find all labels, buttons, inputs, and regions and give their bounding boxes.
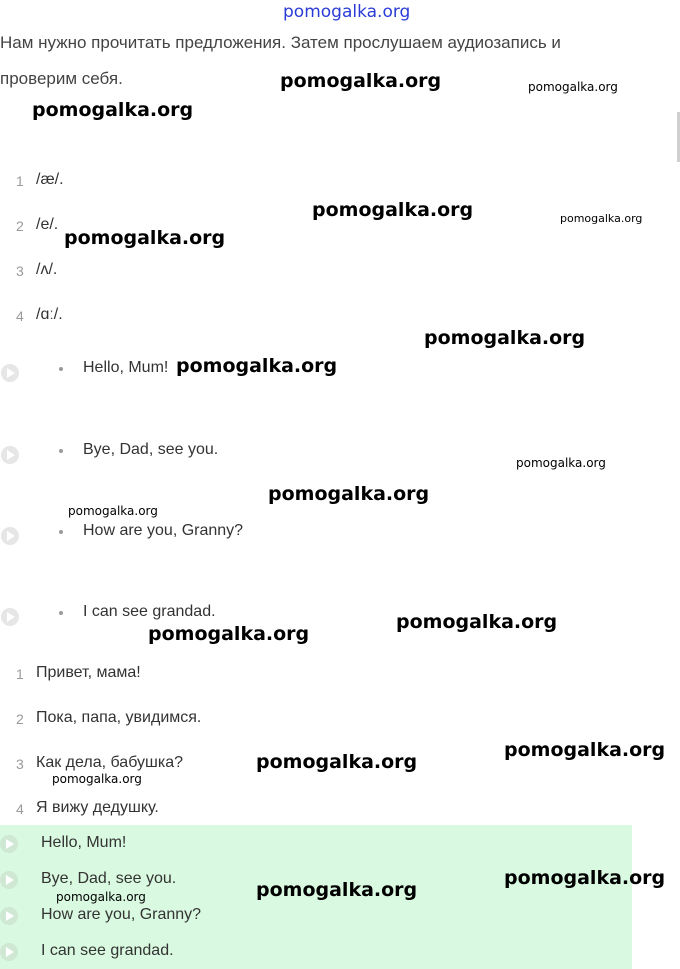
play-icon[interactable] bbox=[1, 446, 19, 464]
watermark: pomogalka.org bbox=[280, 70, 442, 92]
list-number: 1 bbox=[16, 666, 24, 682]
answer-sentence: Bye, Dad, see you. bbox=[41, 870, 177, 887]
watermark: pomogalka.org bbox=[32, 99, 194, 121]
watermark: pomogalka.org bbox=[516, 456, 606, 470]
bullet-icon bbox=[59, 530, 63, 534]
play-icon[interactable] bbox=[0, 907, 18, 925]
watermark: pomogalka.org bbox=[424, 327, 586, 349]
phonetic-item: /æ/. bbox=[36, 171, 64, 188]
audio-sentence: I can see grandad. bbox=[83, 603, 216, 620]
list-number: 2 bbox=[16, 218, 24, 234]
watermark: pomogalka.org bbox=[256, 751, 418, 773]
list-number: 1 bbox=[16, 173, 24, 189]
play-icon[interactable] bbox=[0, 835, 18, 853]
audio-sentence: Hello, Mum! bbox=[83, 359, 169, 376]
watermark: pomogalka.org bbox=[560, 212, 643, 225]
watermark: pomogalka.org bbox=[68, 504, 158, 518]
intro-line-1: Нам нужно прочитать предложения. Затем прослушаем аудиозапись и bbox=[0, 33, 561, 52]
list-number: 3 bbox=[16, 263, 24, 279]
play-icon[interactable] bbox=[0, 871, 18, 889]
play-icon[interactable] bbox=[1, 608, 19, 626]
translation-item: Как дела, бабушка? bbox=[36, 754, 183, 771]
watermark: pomogalka.org bbox=[504, 867, 666, 889]
translation-item: Привет, мама! bbox=[36, 664, 141, 681]
answer-sentence: I can see grandad. bbox=[41, 942, 174, 959]
answer-sentence: How are you, Granny? bbox=[41, 906, 202, 923]
watermark: pomogalka.org bbox=[52, 772, 142, 786]
watermark: pomogalka.org bbox=[504, 739, 666, 761]
play-icon[interactable] bbox=[1, 527, 19, 545]
phonetic-item: /e/. bbox=[36, 216, 59, 233]
translation-item: Пока, папа, увидимся. bbox=[36, 709, 202, 726]
watermark: pomogalka.org bbox=[268, 483, 430, 505]
answer-sentence: Hello, Mum! bbox=[41, 834, 127, 851]
watermark: pomogalka.org bbox=[528, 80, 618, 94]
bullet-icon bbox=[59, 449, 63, 453]
phonetic-item: /ɑː/. bbox=[36, 306, 63, 323]
watermark: pomogalka.org bbox=[396, 611, 558, 633]
watermark: pomogalka.org bbox=[312, 199, 474, 221]
play-icon[interactable] bbox=[0, 943, 18, 961]
watermark: pomogalka.org bbox=[56, 890, 146, 904]
list-number: 4 bbox=[16, 801, 24, 817]
watermark: pomogalka.org bbox=[176, 355, 338, 377]
audio-sentence: Bye, Dad, see you. bbox=[83, 441, 219, 458]
list-number: 4 bbox=[16, 308, 24, 324]
audio-sentence: How are you, Granny? bbox=[83, 522, 244, 539]
phonetic-item: /ʌ/. bbox=[36, 261, 58, 278]
watermark-top: pomogalka.org bbox=[283, 2, 411, 22]
play-icon[interactable] bbox=[1, 364, 19, 382]
bullet-icon bbox=[59, 367, 63, 371]
watermark: pomogalka.org bbox=[64, 227, 226, 249]
translation-item: Я вижу дедушку. bbox=[36, 799, 159, 816]
list-number: 3 bbox=[16, 756, 24, 772]
intro-line-2: проверим себя. bbox=[0, 69, 123, 88]
bullet-icon bbox=[59, 611, 63, 615]
watermark: pomogalka.org bbox=[148, 623, 310, 645]
list-number: 2 bbox=[16, 711, 24, 727]
watermark: pomogalka.org bbox=[256, 879, 418, 901]
